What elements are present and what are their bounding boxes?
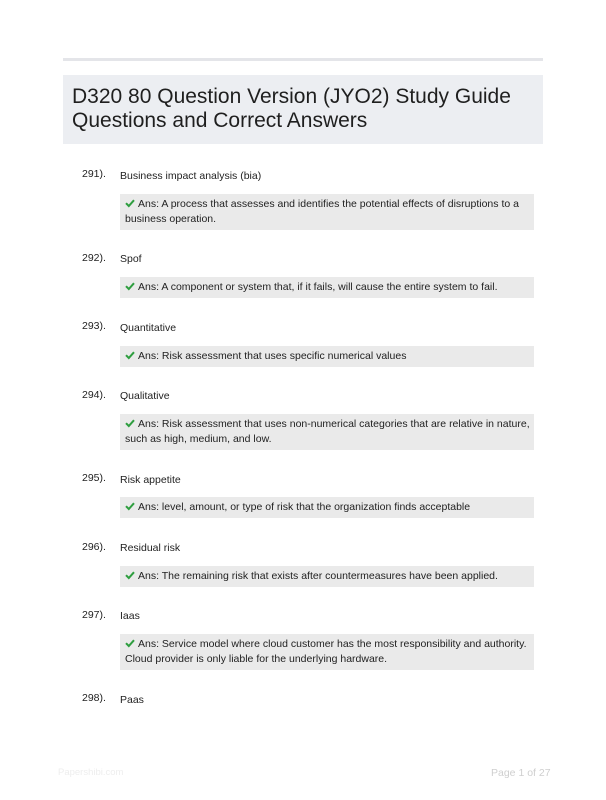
question-text: Iaas bbox=[120, 610, 140, 622]
answer-box bbox=[120, 634, 534, 670]
check-icon bbox=[125, 501, 135, 511]
answer-text: Ans: level, amount, or type of risk that the organization finds acceptable bbox=[138, 501, 471, 513]
question-number: 292). bbox=[82, 252, 106, 264]
question-number: 293). bbox=[82, 320, 106, 332]
question-text: Residual risk bbox=[120, 542, 181, 554]
answer-text: Ans: Risk assessment that uses non-numerical categories that are relative in nature, such as high, medium, and low. bbox=[125, 418, 530, 445]
answer-box bbox=[120, 346, 534, 367]
question-text: Paas bbox=[120, 694, 144, 706]
answer-box bbox=[120, 414, 534, 450]
check-icon bbox=[125, 198, 135, 208]
question-number: 291). bbox=[82, 168, 106, 180]
question-number: 296). bbox=[82, 541, 106, 553]
check-icon bbox=[125, 418, 135, 428]
answer-box bbox=[120, 194, 534, 230]
answer-box bbox=[120, 497, 534, 518]
top-divider bbox=[63, 58, 543, 61]
answer-box bbox=[120, 566, 534, 587]
title-banner bbox=[63, 75, 543, 144]
question-text: Spof bbox=[120, 253, 142, 265]
check-icon bbox=[125, 570, 135, 580]
answer-text: Ans: A component or system that, if it fails, will cause the entire system to fail. bbox=[138, 281, 498, 293]
question-text: Quantitative bbox=[120, 322, 177, 334]
check-icon bbox=[125, 638, 135, 648]
answer-text: Ans: The remaining risk that exists after countermeasures have been applied. bbox=[138, 570, 498, 582]
answer-box bbox=[120, 277, 534, 298]
footer-watermark: Papershibi.com bbox=[58, 767, 124, 778]
question-text: Qualitative bbox=[120, 390, 170, 402]
question-number: 295). bbox=[82, 472, 106, 484]
question-number: 294). bbox=[82, 389, 106, 401]
question-number: 297). bbox=[82, 609, 106, 621]
question-text: Risk appetite bbox=[120, 474, 181, 486]
check-icon bbox=[125, 350, 135, 360]
answer-text: Ans: A process that assesses and identifies the potential effects of disruptions to a business operation. bbox=[125, 198, 519, 225]
question-text: Business impact analysis (bia) bbox=[120, 170, 262, 182]
answer-text: Ans: Service model where cloud customer has the most responsibility and authority. Cloud provider is only liable for the underlying hardware. bbox=[125, 638, 527, 665]
check-icon bbox=[125, 281, 135, 291]
answer-text: Ans: Risk assessment that uses specific numerical values bbox=[138, 350, 407, 362]
document-title: D320 80 Question Version (JYO2) Study Guide Questions and Correct Answers bbox=[72, 85, 511, 132]
question-number: 298). bbox=[82, 692, 106, 704]
page-indicator: Page 1 of 27 bbox=[491, 767, 551, 779]
